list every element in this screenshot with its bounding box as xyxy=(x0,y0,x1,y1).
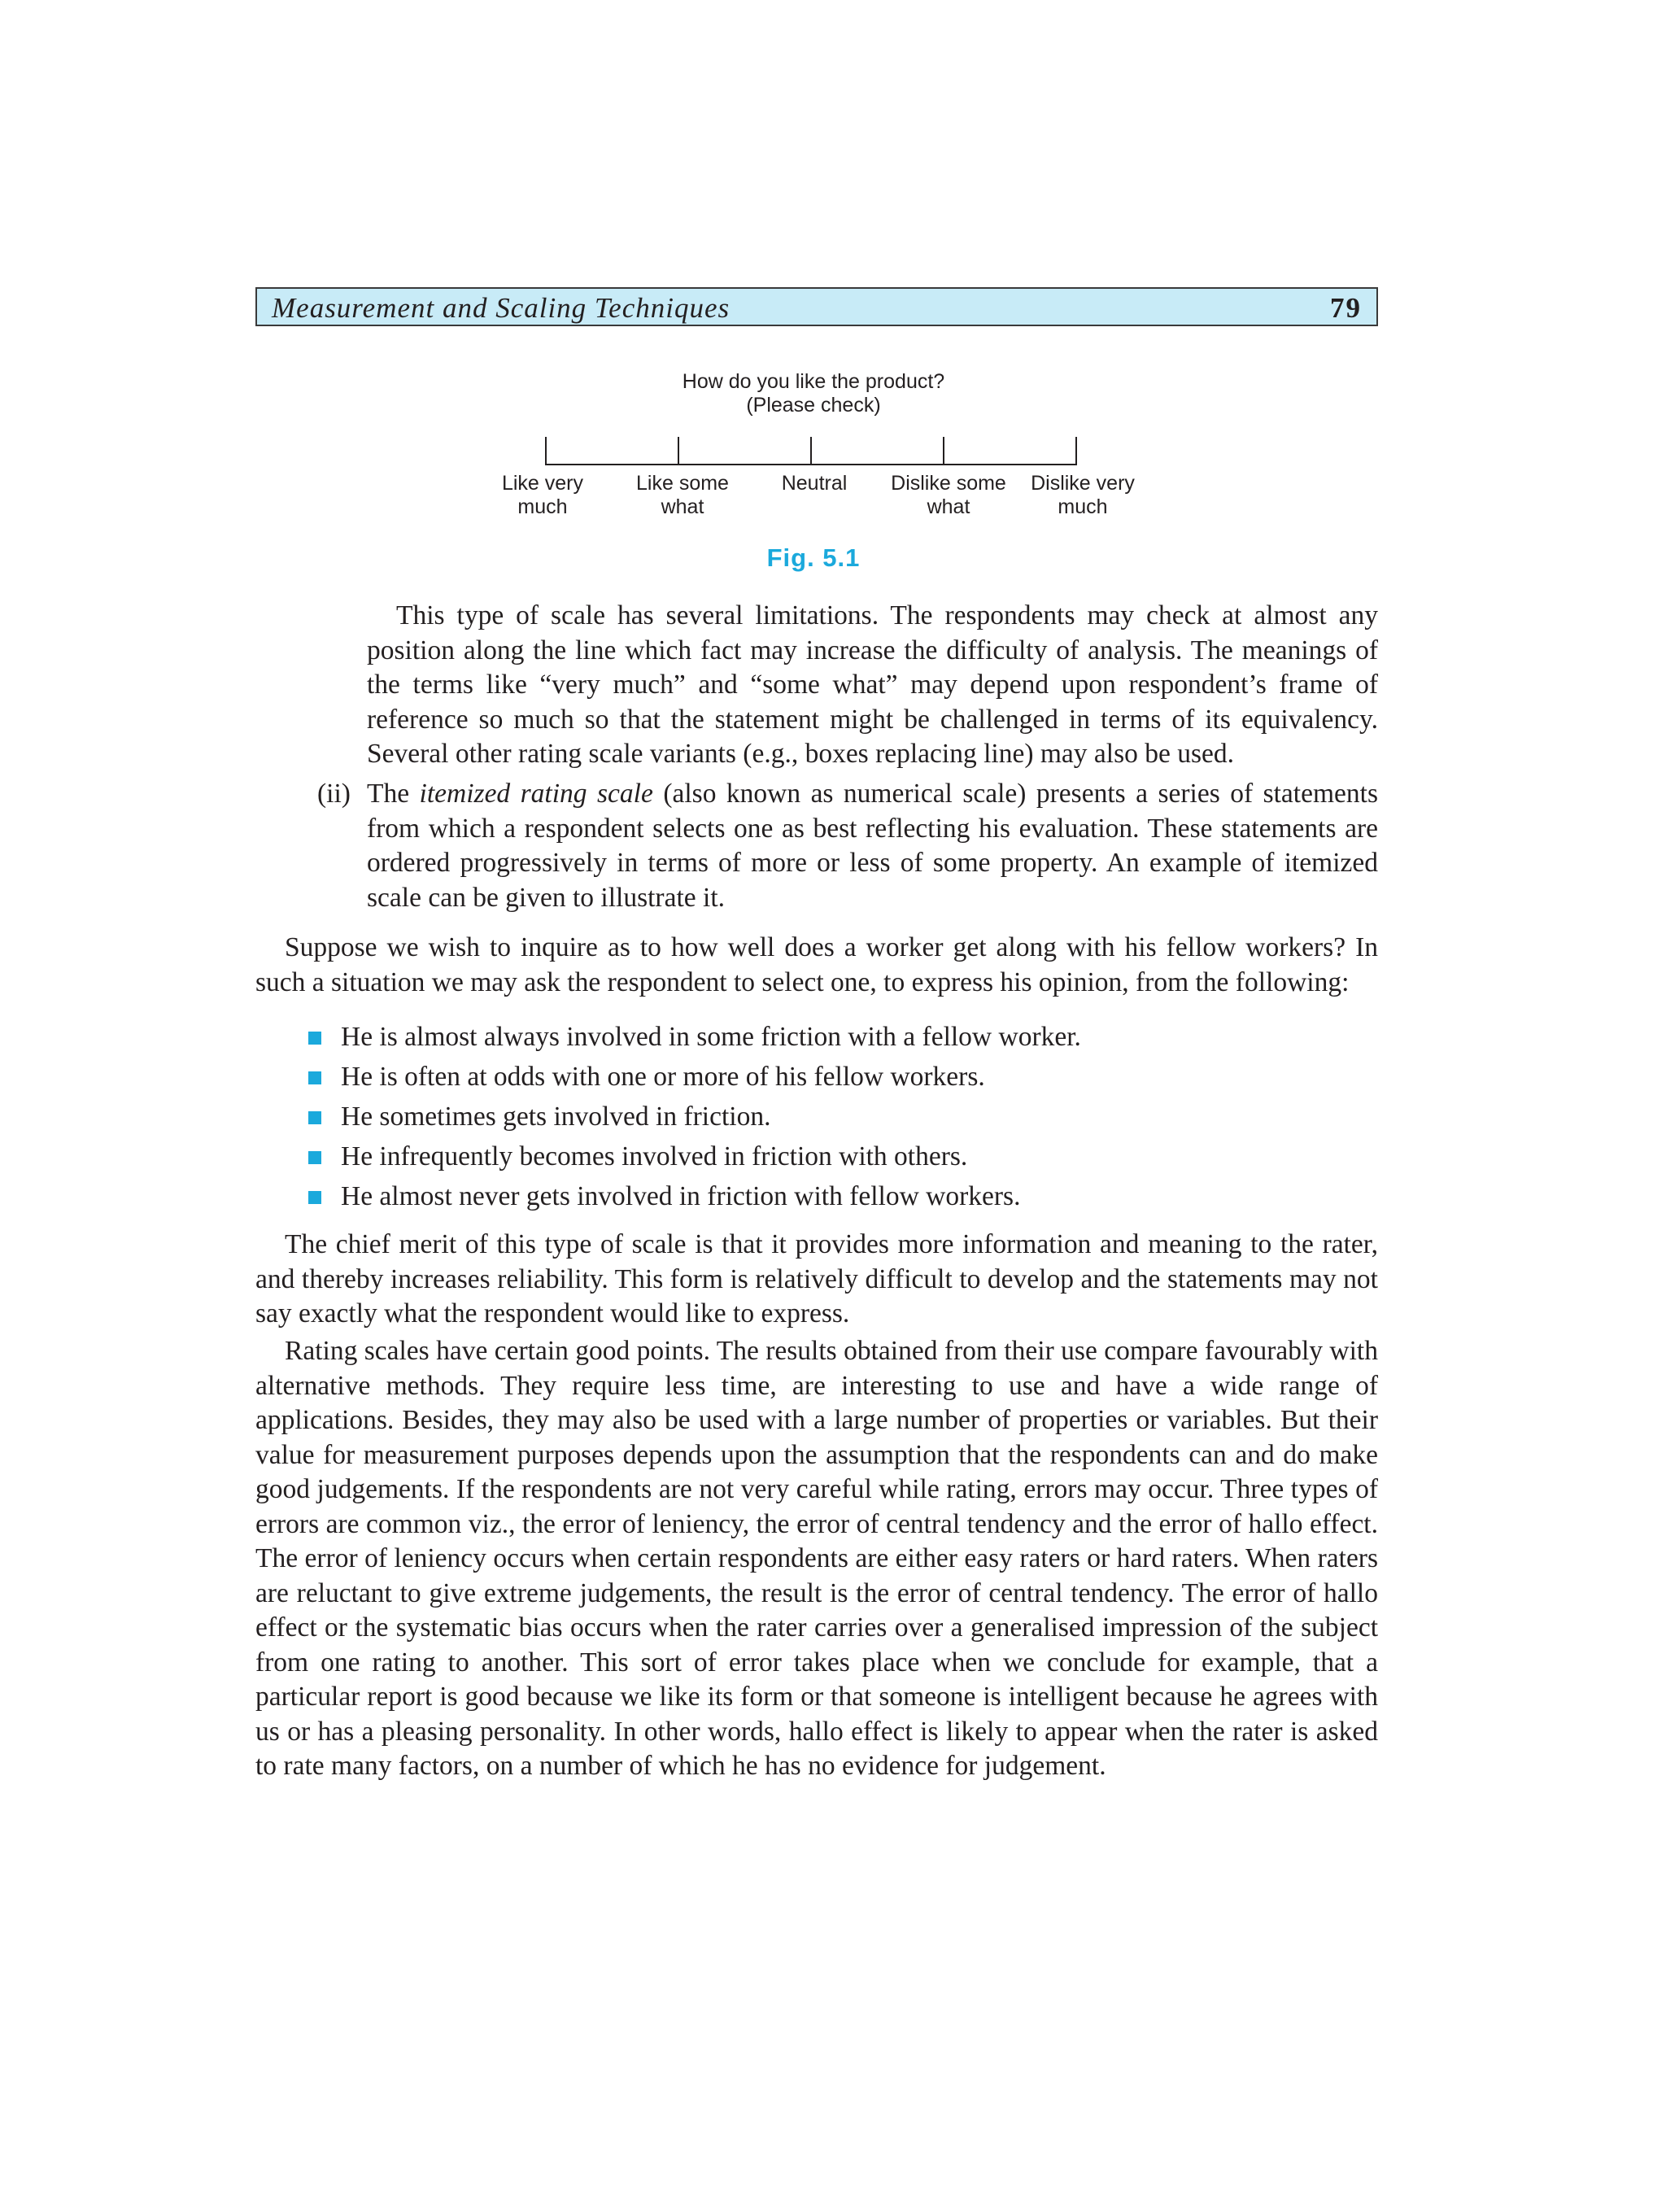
list-item: He is almost always involved in some friction with a fellow worker. xyxy=(308,1020,1366,1060)
list-marker-ii: (ii) xyxy=(317,779,351,809)
list-item: He is often at odds with one or more of his fellow workers. xyxy=(308,1060,1366,1100)
itemized-statement-list xyxy=(308,1020,1366,1219)
list-item: He almost never gets involved in friction with fellow workers. xyxy=(308,1180,1366,1219)
paragraph-itemized-scale: The itemized rating scale (also known as numerical scale) presents a series of statements from which a respondent selects one as best reflecting his evaluation. These statements are ordered progressively in terms of more or less of some property. An example of itemized scale can be given to illustrate it. xyxy=(367,779,1378,913)
square-bullet-icon xyxy=(308,1111,321,1124)
figure-caption: Fig. 5.1 xyxy=(766,543,861,572)
paragraph-worker-example: Suppose we wish to inquire as to how well does a worker get along with his fellow workers? In such a situation we may ask the respondent to select one, to express his opinion, from the following: xyxy=(255,932,1378,997)
scale-tick xyxy=(545,437,547,465)
paragraph-chief-merit: The chief merit of this type of scale is that it provides more information and meaning to the rater, and thereby increases reliability. This form is relatively difficult to develop and the statements may not say exactly what the respondent would like to express. xyxy=(255,1229,1378,1329)
scale-label-dislike-very-much: Dislike very much xyxy=(1031,472,1135,518)
itemized-rating-scale-term: itemized rating scale xyxy=(419,779,653,809)
paragraph-rating-errors: Rating scales have certain good points. The results obtained from their use compare favourably with alternative methods. They require less time, are interesting to use and have a wide range of applications. Besides, they may also be used with a large number of properties or variables. But their value for measurement purposes depends upon the assumption that the respondents can and do make good judgements. If the respondents are not very careful while rating, errors may occur. Three types of errors are common viz., the error of leniency, the error of central tendency and the error of hallo effect. The error of leniency occurs when certain respondents are either easy raters or hard raters. When raters are reluctant to give extreme judgements, the result is the error of central tendency. The error of hallo effect or the systematic bias occurs when the rater carries over a generalised impression of the subject from one rating to another. This sort of error takes place when we conclude for example, that a particular report is good because we like its form or that someone is intelligent because he agrees with us or has a pleasing personality. In other words, hallo effect is likely to appear when the rater is asked to rate many factors, on a number of which he has no evidence for judgement. xyxy=(255,1336,1378,1781)
list-item: He infrequently becomes involved in friction with others. xyxy=(308,1140,1366,1180)
list-item: He sometimes gets involved in friction. xyxy=(308,1100,1366,1140)
page-number: 79 xyxy=(1330,292,1362,324)
scale-label-neutral: Neutral xyxy=(781,472,848,495)
running-header xyxy=(255,287,1378,326)
scale-tick xyxy=(943,437,944,465)
scale-tick xyxy=(678,437,679,465)
rating-scale-figure xyxy=(488,370,1139,533)
scale-label-like-very-much: Like very much xyxy=(501,472,584,518)
square-bullet-icon xyxy=(308,1032,321,1045)
square-bullet-icon xyxy=(308,1071,321,1084)
square-bullet-icon xyxy=(308,1151,321,1164)
chapter-title: Measurement and Scaling Techniques xyxy=(272,292,731,324)
scale-label-like-some-what: Like some what xyxy=(636,472,729,518)
scale-tick xyxy=(1075,437,1077,465)
figure-instruction: (Please check) xyxy=(746,394,881,417)
paragraph-limitations: This type of scale has several limitations. The respondents may check at almost any position along the line which fact may increase the difficulty of analysis. The meanings of the terms like “very much” and “some what” may depend upon respondent’s frame of reference so much so that the statement might be challenged in terms of its equivalency. Several other rating scale variants (e.g., boxes replacing line) may also be used. xyxy=(367,600,1378,769)
scale-label-dislike-some-what: Dislike some what xyxy=(891,472,1006,518)
scale-tick xyxy=(810,437,812,465)
square-bullet-icon xyxy=(308,1191,321,1204)
figure-question: How do you like the product? xyxy=(682,370,945,393)
